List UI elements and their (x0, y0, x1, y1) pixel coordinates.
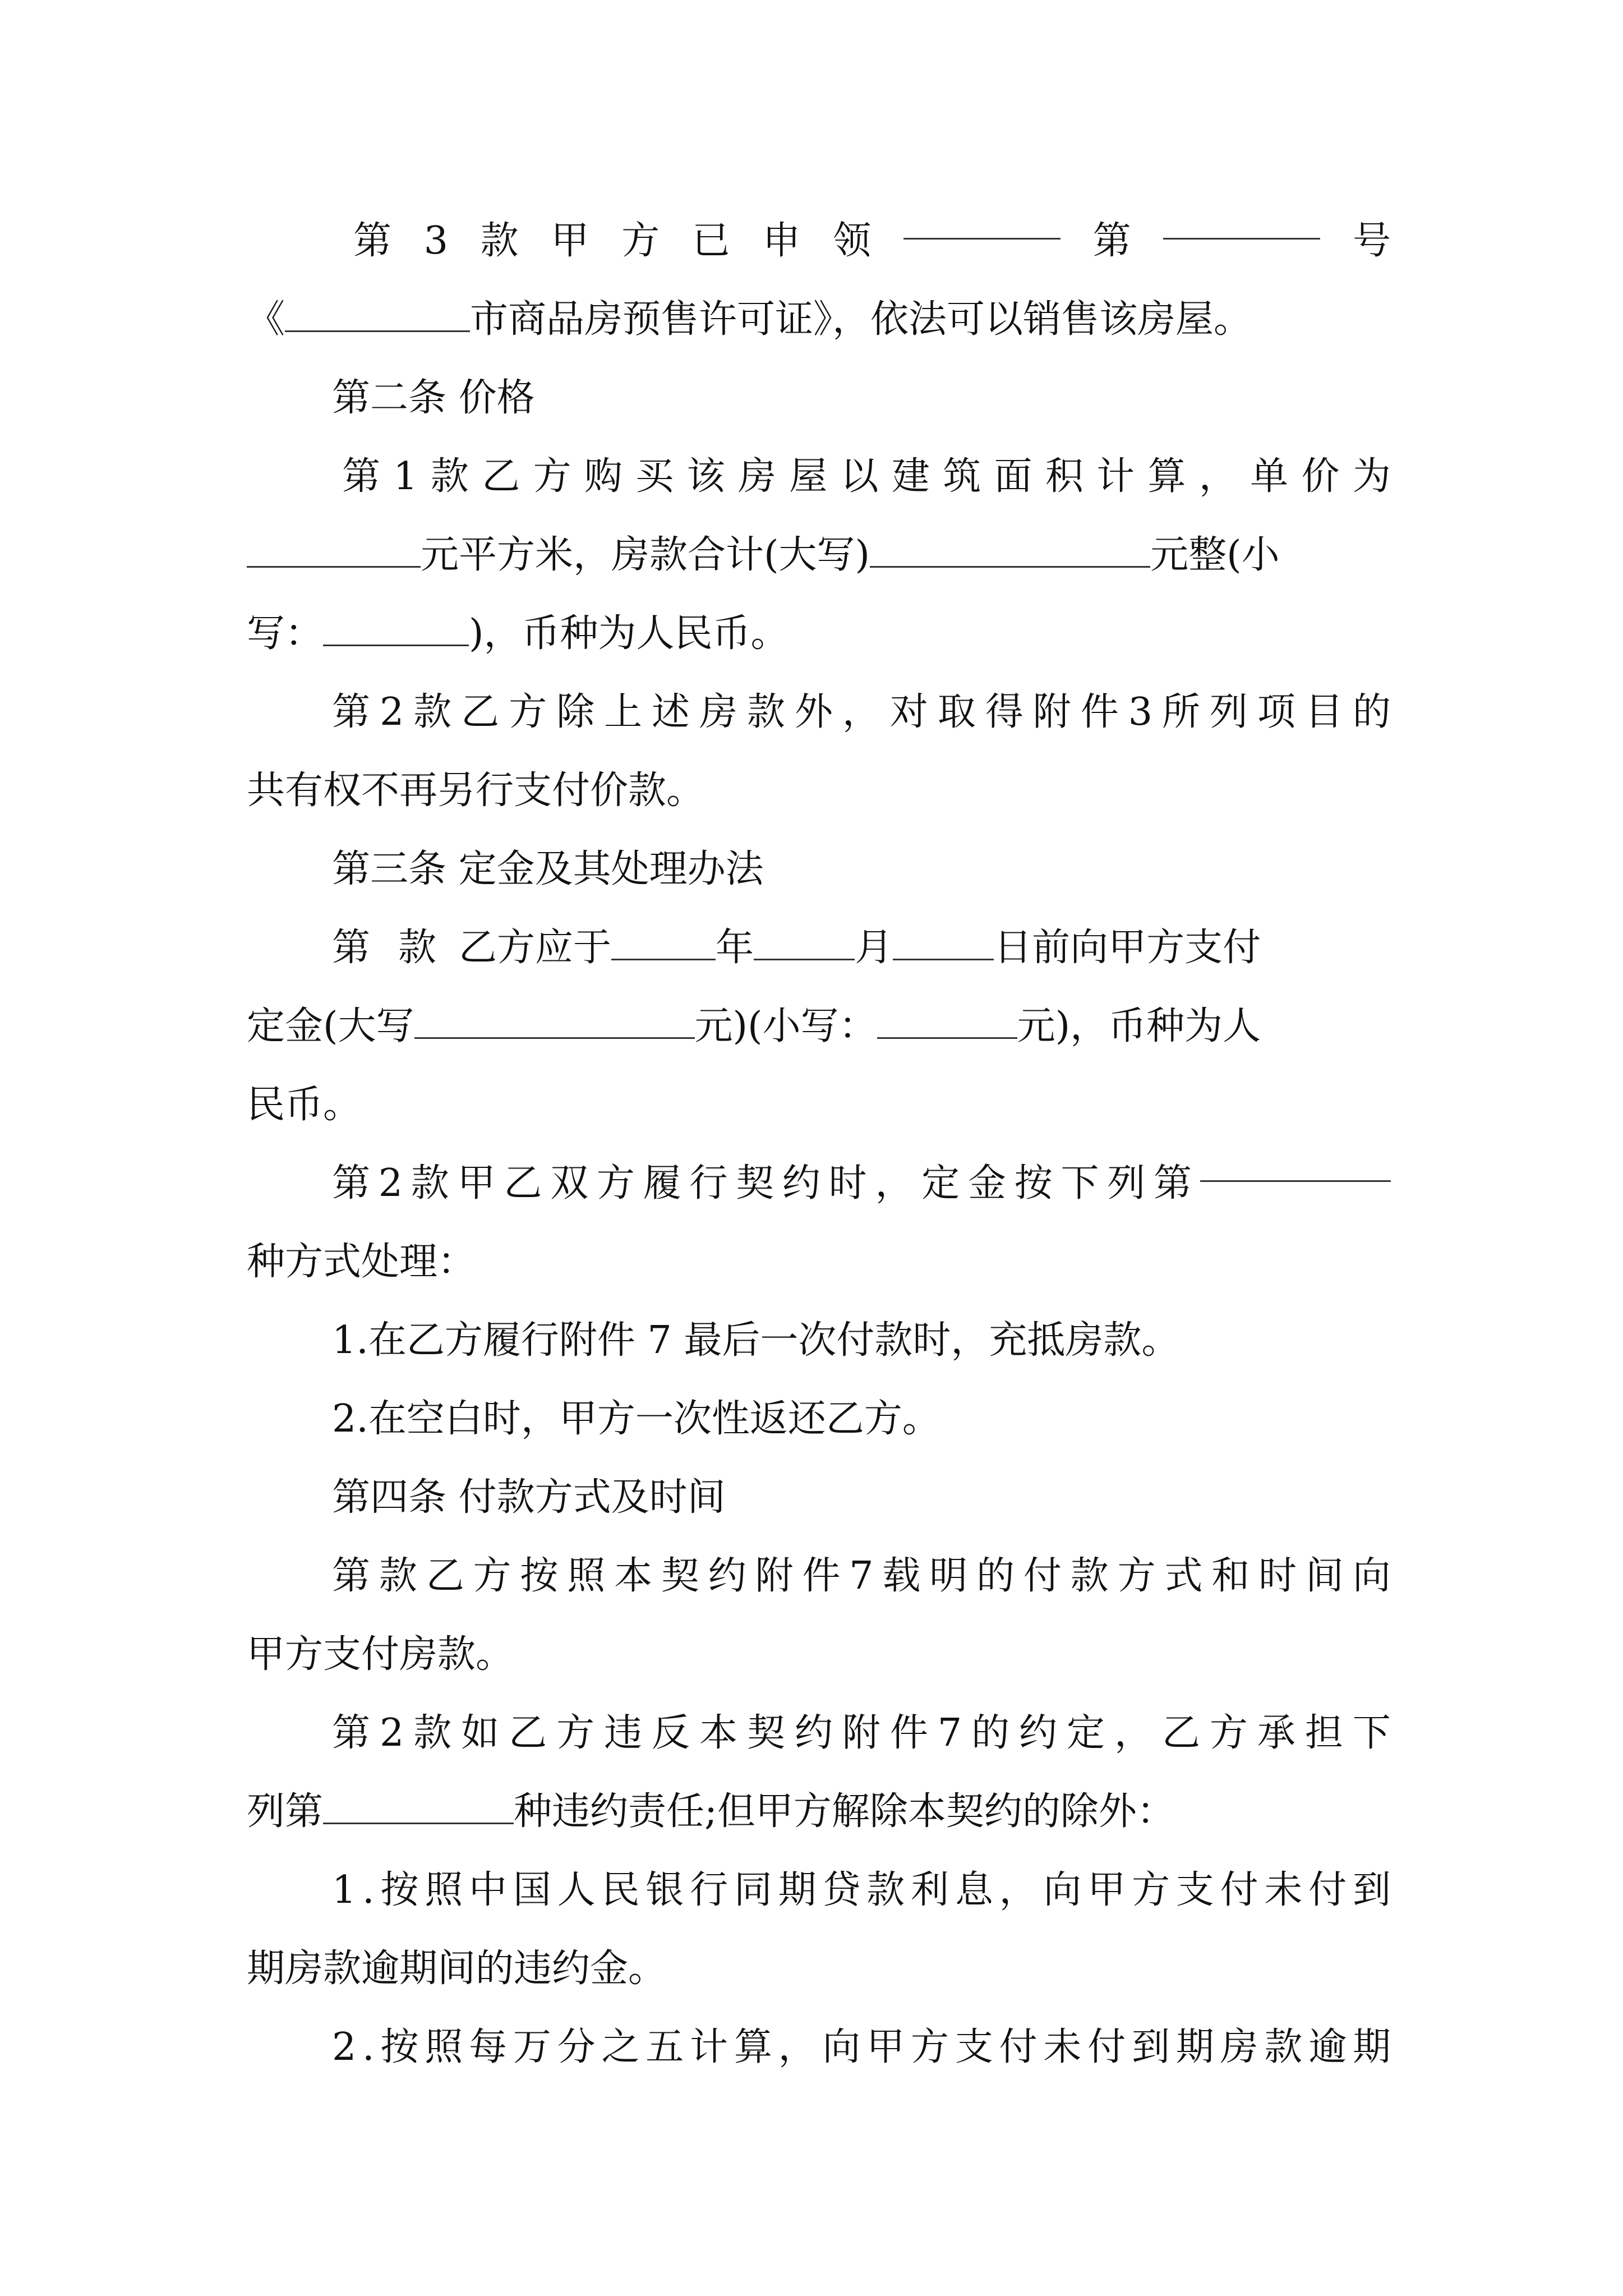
text: 购 (584, 454, 623, 499)
text: 年 (716, 926, 754, 970)
text: 时 (1258, 1554, 1297, 1598)
text: 之 (601, 2025, 640, 2069)
article-2-clause-1-line-3 (247, 595, 1391, 673)
text: 逾 (1308, 2025, 1347, 2069)
text: 国 (513, 1868, 551, 1912)
text: 照 (425, 1868, 463, 1912)
text: 的 (976, 1554, 1015, 1598)
blank-field[interactable] (247, 530, 421, 568)
article-heading: 第二条 价格 (332, 376, 535, 420)
text: 第 (353, 219, 392, 263)
text: 列第 (247, 1789, 324, 1834)
text: 乙 (482, 454, 520, 499)
text: 利 (911, 1868, 949, 1912)
article-2-clause-2-line-1 (332, 673, 1391, 752)
text: 定金(大写 (247, 1004, 414, 1048)
text: 以 (840, 454, 879, 499)
text: 到 (1352, 1868, 1391, 1912)
text: 乙 (1161, 1711, 1200, 1755)
text: 行 (689, 1161, 728, 1205)
text: 元)，币种为人 (1017, 1004, 1261, 1048)
text: 第 (332, 1711, 371, 1755)
text: 种方式处理： (247, 1240, 476, 1284)
text: 支 (1175, 1868, 1214, 1912)
blank-field[interactable] (323, 1787, 514, 1824)
text: 付 (1087, 2025, 1126, 2069)
text: 时 (828, 1161, 867, 1205)
text: 附 (1032, 690, 1071, 734)
blank-field[interactable] (611, 923, 716, 960)
option-1-line (247, 1301, 1476, 1380)
text: 方 (596, 1161, 635, 1205)
text: 号 (1352, 219, 1391, 263)
text: 第 (1092, 219, 1131, 263)
article-2-heading (247, 359, 1476, 438)
text: 方 (473, 1554, 511, 1598)
blank-field[interactable] (754, 923, 855, 960)
text: 领 (833, 219, 872, 263)
article-2-clause-1-line-1 (342, 438, 1391, 516)
text: 方 (621, 219, 660, 263)
text: 双 (550, 1161, 589, 1205)
text: 期房款逾期间的违约金。 (247, 1947, 667, 1991)
text: 向 (1043, 1868, 1082, 1912)
text: 价 (1301, 454, 1340, 499)
text: 式 (1164, 1554, 1203, 1598)
text: 共有权不再另行支付价款。 (247, 769, 705, 813)
text: 反 (652, 1711, 690, 1755)
text: 件 (802, 1554, 841, 1598)
text: 未 (1043, 2025, 1082, 2069)
text: 1 (332, 1868, 357, 1912)
text: 2 (379, 690, 404, 734)
text: ， (875, 1161, 914, 1205)
text: 建 (891, 454, 930, 499)
text: 乙方应于 (459, 926, 612, 970)
text: 期 (1352, 2025, 1391, 2069)
text: 向 (1352, 1554, 1391, 1598)
text: 约 (1019, 1711, 1058, 1755)
text: 款 (413, 1711, 452, 1755)
option-2-line (247, 1380, 1476, 1458)
text: 除 (556, 690, 595, 734)
text: 支 (955, 2025, 993, 2069)
text: 第 (332, 1161, 371, 1205)
text: 算 (734, 2025, 772, 2069)
text: 本 (699, 1711, 738, 1755)
text: 乙 (461, 690, 500, 734)
text: 款 (480, 219, 519, 263)
article-3-heading (247, 830, 1476, 909)
blank-field[interactable] (903, 202, 1061, 240)
text: 款 (411, 1161, 449, 1205)
text: 元整(小 (1150, 533, 1280, 577)
text: 契 (661, 1554, 699, 1598)
text: 款 (1070, 1554, 1109, 1598)
text: 第 (1154, 1161, 1192, 1205)
text: 列 (1209, 690, 1248, 734)
blank-field[interactable] (893, 923, 994, 960)
text: 款 (413, 690, 452, 734)
text: 甲 (1087, 1868, 1126, 1912)
text: 担 (1304, 1711, 1343, 1755)
penalty-option-1-line-2 (247, 1930, 1391, 2008)
text: 约 (708, 1554, 746, 1598)
text: 履 (643, 1161, 681, 1205)
text: 甲 (551, 219, 589, 263)
text: 列 (1107, 1161, 1146, 1205)
text: 约 (794, 1711, 833, 1755)
text: 项 (1257, 690, 1295, 734)
text: 承 (1257, 1711, 1295, 1755)
text: ， (842, 690, 880, 734)
text: 为 (1352, 454, 1391, 499)
article-3-clause-2-line-1 (332, 1144, 1391, 1223)
text: ， (999, 1868, 1038, 1912)
text: 买 (635, 454, 674, 499)
text: 万 (513, 2025, 551, 2069)
text: 月 (855, 926, 893, 970)
article-heading: 第三条 定金及其处理办法 (332, 847, 764, 891)
text: 房 (1220, 2025, 1258, 2069)
text: 对 (889, 690, 928, 734)
text: 计 (1096, 454, 1135, 499)
text: 付 (1308, 1868, 1347, 1912)
text: 件 (1080, 690, 1119, 734)
text: 下 (1061, 1161, 1099, 1205)
text: 7 (849, 1554, 874, 1598)
text: 期 (778, 1868, 817, 1912)
clause-3-line-1 (353, 202, 1391, 280)
text: 件 (889, 1711, 928, 1755)
text: 房 (699, 690, 738, 734)
text: 按 (520, 1554, 559, 1598)
text: 乙 (426, 1554, 464, 1598)
text: ， (1198, 454, 1237, 499)
text: 的 (1352, 690, 1391, 734)
text: 该 (686, 454, 725, 499)
text: 款 (430, 454, 469, 499)
text: . (362, 1868, 375, 1912)
text: 息 (955, 1868, 993, 1912)
text: 元)(小写： (694, 1004, 877, 1048)
text: 和 (1211, 1554, 1250, 1598)
text: 申 (762, 219, 801, 263)
text: 1.在乙方履行附件 7 最后一次付款时，充抵房款。 (332, 1318, 1180, 1363)
text: 人 (557, 1868, 596, 1912)
text: 按 (380, 2025, 419, 2069)
text: 种违约责任;但甲方解除本契约的除外： (514, 1789, 1175, 1834)
text: 3 (1128, 690, 1152, 734)
text: 如 (461, 1711, 500, 1755)
text: 款 (398, 926, 437, 970)
text: 上 (604, 690, 643, 734)
blank-field[interactable] (414, 1001, 695, 1039)
text: 款 (746, 690, 785, 734)
text: 方 (1209, 1711, 1248, 1755)
text: 所 (1161, 690, 1200, 734)
text: 付 (999, 2025, 1038, 2069)
article-2-clause-2-line-2 (247, 752, 1391, 830)
article-4-clause-1-line-2 (247, 1616, 1391, 1694)
text: 的 (971, 1711, 1010, 1755)
text: 第 (332, 926, 371, 970)
text: 款 (379, 1554, 417, 1598)
text: 向 (822, 2025, 861, 2069)
text: 屋 (789, 454, 828, 499)
article-3-clause-1-line-1 (332, 909, 1391, 987)
text: ， (778, 2025, 817, 2069)
text: 款 (866, 1868, 905, 1912)
text: 五 (645, 2025, 684, 2069)
text: 取 (937, 690, 976, 734)
article-3-clause-1-line-2 (247, 987, 1391, 1066)
text: 方 (533, 454, 571, 499)
text: 款 (1264, 2025, 1303, 2069)
blank-field[interactable] (877, 1001, 1017, 1039)
text: 得 (985, 690, 1023, 734)
text: 甲 (866, 2025, 905, 2069)
text: 民 (601, 1868, 640, 1912)
text: 市商品房预售许可证》，依法可以销售该房屋。 (470, 297, 1252, 342)
blank-field[interactable] (1200, 1144, 1391, 1182)
text: 计 (690, 2025, 728, 2069)
text: 方 (556, 1711, 595, 1755)
penalty-option-1-line-1 (332, 1851, 1391, 1930)
text: 面 (994, 454, 1032, 499)
article-2-clause-1-line-2 (247, 516, 1391, 595)
article-4-heading (247, 1458, 1476, 1537)
text: 2.在空白时，甲方一次性返还乙方。 (332, 1397, 940, 1441)
text: 目 (1304, 690, 1343, 734)
text: 照 (567, 1554, 606, 1598)
text: 约 (782, 1161, 820, 1205)
text: 第 (342, 454, 381, 499)
article-4-clause-2-line-1 (332, 1694, 1391, 1773)
text: 甲 (457, 1161, 496, 1205)
text: 乙 (504, 1161, 542, 1205)
text: 银 (645, 1868, 684, 1912)
text: 房 (737, 454, 776, 499)
clause-3-line-2 (247, 280, 1391, 359)
text: )，币种为人民币。 (469, 611, 789, 656)
article-4-clause-2-line-2 (247, 1773, 1391, 1851)
text: 第 (332, 690, 371, 734)
text: 载 (882, 1554, 921, 1598)
text: 付 (1023, 1554, 1062, 1598)
text: 间 (1305, 1554, 1344, 1598)
text: 契 (746, 1711, 785, 1755)
text: 3 (423, 219, 448, 263)
text: 单 (1250, 454, 1289, 499)
text: 附 (755, 1554, 794, 1598)
text: 分 (557, 2025, 596, 2069)
text: 算 (1147, 454, 1186, 499)
text: 甲方支付房款。 (247, 1632, 514, 1677)
text: 2 (332, 2025, 357, 2069)
text: 定 (1067, 1711, 1105, 1755)
text: 第 (332, 1554, 371, 1598)
text: 元平方米，房款合计(大写) (421, 533, 870, 577)
text: 方 (1132, 1868, 1170, 1912)
blank-field[interactable] (285, 295, 470, 332)
article-heading: 第四条 付款方式及时间 (332, 1475, 726, 1520)
text: 同 (734, 1868, 772, 1912)
text: ， (1114, 1711, 1152, 1755)
text: 明 (929, 1554, 968, 1598)
text: 金 (967, 1161, 1006, 1205)
text: 中 (469, 1868, 508, 1912)
text: 写： (247, 611, 324, 656)
text: 附 (842, 1711, 880, 1755)
text: 违 (604, 1711, 643, 1755)
text: 付 (1220, 1868, 1258, 1912)
text: 行 (690, 1868, 728, 1912)
text: 照 (425, 2025, 463, 2069)
article-3-clause-1-line-3 (247, 1066, 1391, 1144)
text: 方 (1117, 1554, 1156, 1598)
text: 1 (393, 454, 418, 499)
text: 未 (1264, 1868, 1303, 1912)
text: 期 (1175, 2025, 1214, 2069)
text: 乙 (509, 1711, 547, 1755)
text: 已 (691, 219, 730, 263)
text: 本 (614, 1554, 653, 1598)
penalty-option-2-line-1 (332, 2008, 1391, 2087)
blank-field[interactable] (870, 530, 1150, 568)
text: 定 (921, 1161, 960, 1205)
text: 《 (247, 297, 285, 342)
text: 外 (794, 690, 833, 734)
text: 按 (1014, 1161, 1053, 1205)
text: 2 (378, 1161, 403, 1205)
text: 2 (379, 1711, 404, 1755)
text: 7 (937, 1711, 962, 1755)
text: 契 (736, 1161, 774, 1205)
blank-field[interactable] (1163, 202, 1320, 240)
text: 述 (652, 690, 690, 734)
article-3-clause-2-line-2 (247, 1223, 1391, 1301)
text: 民币。 (247, 1083, 362, 1127)
text: 方 (509, 690, 547, 734)
text: 按 (380, 1868, 419, 1912)
text: 贷 (822, 1868, 861, 1912)
text: . (362, 2025, 375, 2069)
text: 积 (1045, 454, 1083, 499)
text: 到 (1132, 2025, 1170, 2069)
text: 每 (469, 2025, 508, 2069)
text: 日前向甲方支付 (994, 926, 1261, 970)
article-4-clause-1-line-1 (332, 1537, 1391, 1616)
text: 下 (1352, 1711, 1391, 1755)
text: 筑 (943, 454, 981, 499)
blank-field[interactable] (323, 609, 469, 646)
text: 方 (911, 2025, 949, 2069)
